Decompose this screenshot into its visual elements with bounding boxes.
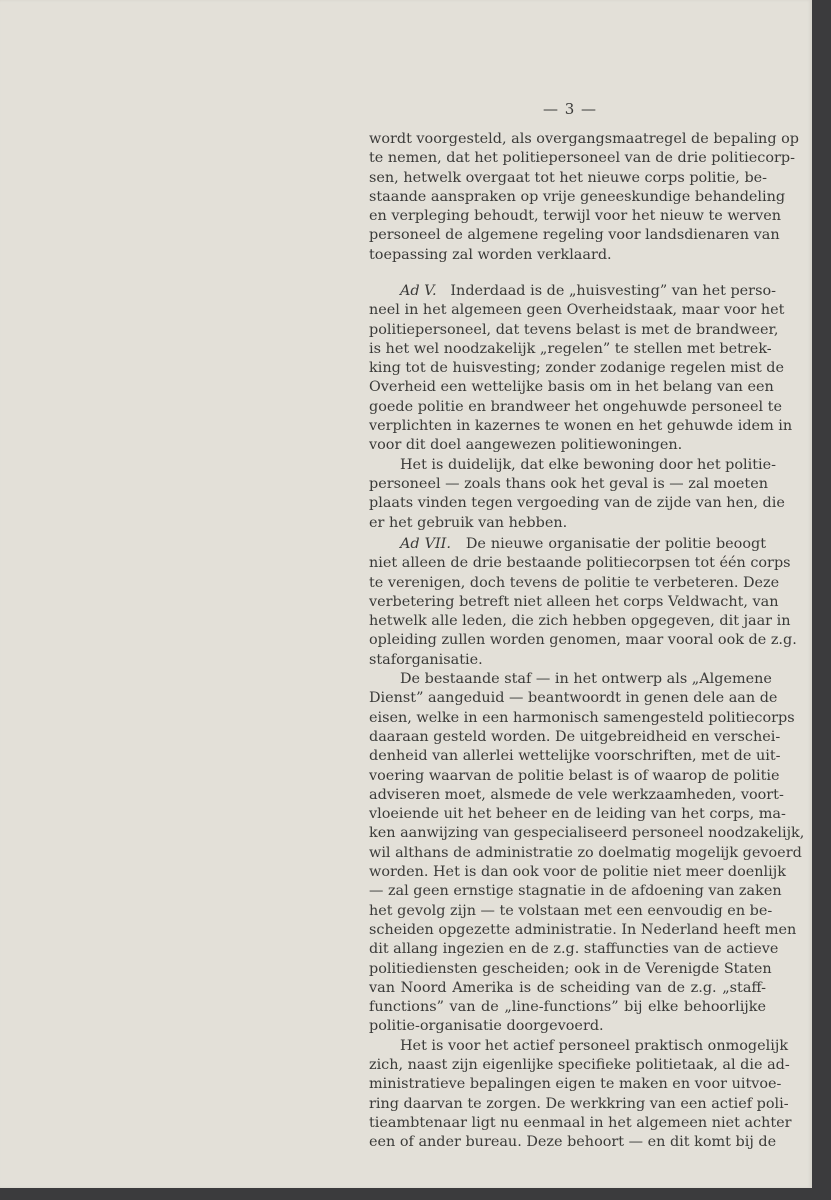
text-line: een of ander bureau. Deze behoort — en dit komt bij de	[369, 1134, 777, 1151]
text-line: voering waarvan de politie belast is of waarop de politie	[369, 767, 780, 784]
text-line: personeel — zoals thans ook het geval is — zal moeten	[369, 475, 768, 492]
text-line: het gevolg zijn — te volstaan met een eenvoudig en be-	[369, 902, 773, 919]
text-line: niet alleen de drie bestaande politiecorpsen tot één corps	[369, 555, 791, 572]
text-line: neel in het algemeen geen Overheidstaak, maar voor het	[369, 302, 785, 319]
text-line: opleiding zullen worden genomen, maar vooral ook de z.g.	[369, 632, 797, 649]
text-line: er het gebruik van hebben.	[369, 514, 568, 531]
section-ad-v-label: Ad V.	[400, 283, 437, 299]
section-ad-v-first-line	[369, 282, 776, 301]
text-line: politiepersoneel, dat tevens belast is met de brandweer,	[369, 321, 779, 338]
section-ad-vii-first-line	[369, 535, 766, 554]
section-ad-v	[369, 282, 793, 533]
text-line: politiediensten gescheiden; ook in de Verenigde Staten	[369, 960, 772, 977]
section-ad-v-first-line-text: Inderdaad is de „huisvesting” van het perso-	[450, 283, 776, 299]
text-line: zich, naast zijn eigenlijke specifieke politietaak, al die ad-	[369, 1057, 790, 1074]
text-line: en verpleging behoudt, terwijl voor het nieuw te werven	[369, 208, 781, 225]
scan-edge-bottom	[0, 1188, 831, 1200]
section-ad-vii-first-line-text: De nieuwe organisatie der politie beoogt	[465, 536, 766, 552]
section-ad-vii-label: Ad VII.	[400, 536, 451, 552]
text-line: staande aanspraken op vrije geneeskundige behandeling	[369, 188, 786, 205]
text-line: worden. Het is dan ook voor de politie niet meer doenlijk	[369, 864, 786, 881]
text-line: sen, hetwelk overgaat tot het nieuwe corps politie, be-	[369, 169, 768, 186]
text-line: adviseren moet, alsmede de vele werkzaamheden, voort-	[369, 786, 784, 803]
text-line: van Noord Amerika is de scheiding van de z.g. „staff-	[369, 979, 766, 996]
text-line: politie-organisatie doorgevoerd.	[369, 1018, 604, 1035]
text-line: Overheid een wettelijke basis om in het belang van een	[369, 379, 774, 396]
text-line: Dienst” aangeduid — beantwoordt in genen dele aan de	[369, 690, 778, 707]
section-ad-vii	[369, 535, 805, 1153]
text-line: ken aanwijzing van gespecialiseerd personeel noodzakelijk,	[369, 825, 805, 842]
paragraph-overgangsmaatregel	[369, 130, 799, 265]
text-line: daaraan gesteld worden. De uitgebreidheid en verschei-	[369, 728, 781, 745]
text-line: verplichten in kazernes te wonen en het gehuwde idem in	[369, 418, 793, 435]
text-line: vloeiende uit het beheer en de leiding van het corps, ma-	[369, 806, 786, 823]
text-line: staforganisatie.	[369, 651, 483, 668]
text-line: scheiden opgezette administratie. In Nederland heeft men	[369, 921, 797, 938]
text-line: functions” van de „line-functions” bij elke behoorlijke	[369, 999, 766, 1016]
text-line: denheid van allerlei wettelijke voorschriften, met de uit-	[369, 748, 781, 765]
text-line: — zal geen ernstige stagnatie in de afdoening van zaken	[369, 883, 782, 900]
text-line: plaats vinden tegen vergoeding van de zijde van hen, die	[369, 495, 785, 512]
text-line: dit allang ingezien en de z.g. staffuncties van de actieve	[369, 941, 779, 958]
text-line: ring daarvan te zorgen. De werkkring van een actief poli-	[369, 1095, 789, 1112]
text-line: is het wel noodzakelijk „regelen” te stellen met betrek-	[369, 340, 772, 357]
text-line: wordt voorgesteld, als overgangsmaatregel de bepaling op	[369, 131, 799, 147]
text-line: te verenigen, doch tevens de politie te verbeteren. Deze	[369, 574, 780, 591]
text-line: verbetering betreft niet alleen het corps Veldwacht, van	[369, 593, 779, 610]
scan-edge-right	[812, 0, 831, 1200]
text-line: personeel de algemene regeling voor landsdienaren van	[369, 227, 780, 244]
text-line: Het is voor het actief personeel praktisch onmogelijk	[400, 1037, 789, 1054]
text-line: tieambtenaar ligt nu eenmaal in het algemeen niet achter	[369, 1114, 792, 1131]
text-line: goede politie en brandweer het ongehuwde personeel te	[369, 398, 782, 415]
text-line: eisen, welke in een harmonisch samengesteld politiecorps	[369, 709, 795, 726]
page-number: — 3 —	[542, 100, 598, 118]
text-line: voor dit doel aangewezen politiewoningen.	[369, 437, 683, 454]
text-line: hetwelk alle leden, die zich hebben opgegeven, dit jaar in	[369, 613, 791, 630]
text-line: De bestaande staf — in het ontwerp als „Algemene	[400, 671, 772, 688]
text-line: te nemen, dat het politiepersoneel van de drie politiecorp-	[369, 150, 795, 167]
text-line: toepassing zal worden verklaard.	[369, 246, 612, 263]
text-line: ministratieve bepalingen eigen te maken en voor uitvoe-	[369, 1076, 782, 1093]
text-line: king tot de huisvesting; zonder zodanige regelen mist de	[369, 360, 785, 377]
text-line: wil althans de administratie zo doelmatig mogelijk gevoerd	[369, 844, 802, 861]
text-line: Het is duidelijk, dat elke bewoning door het politie-	[400, 456, 777, 473]
